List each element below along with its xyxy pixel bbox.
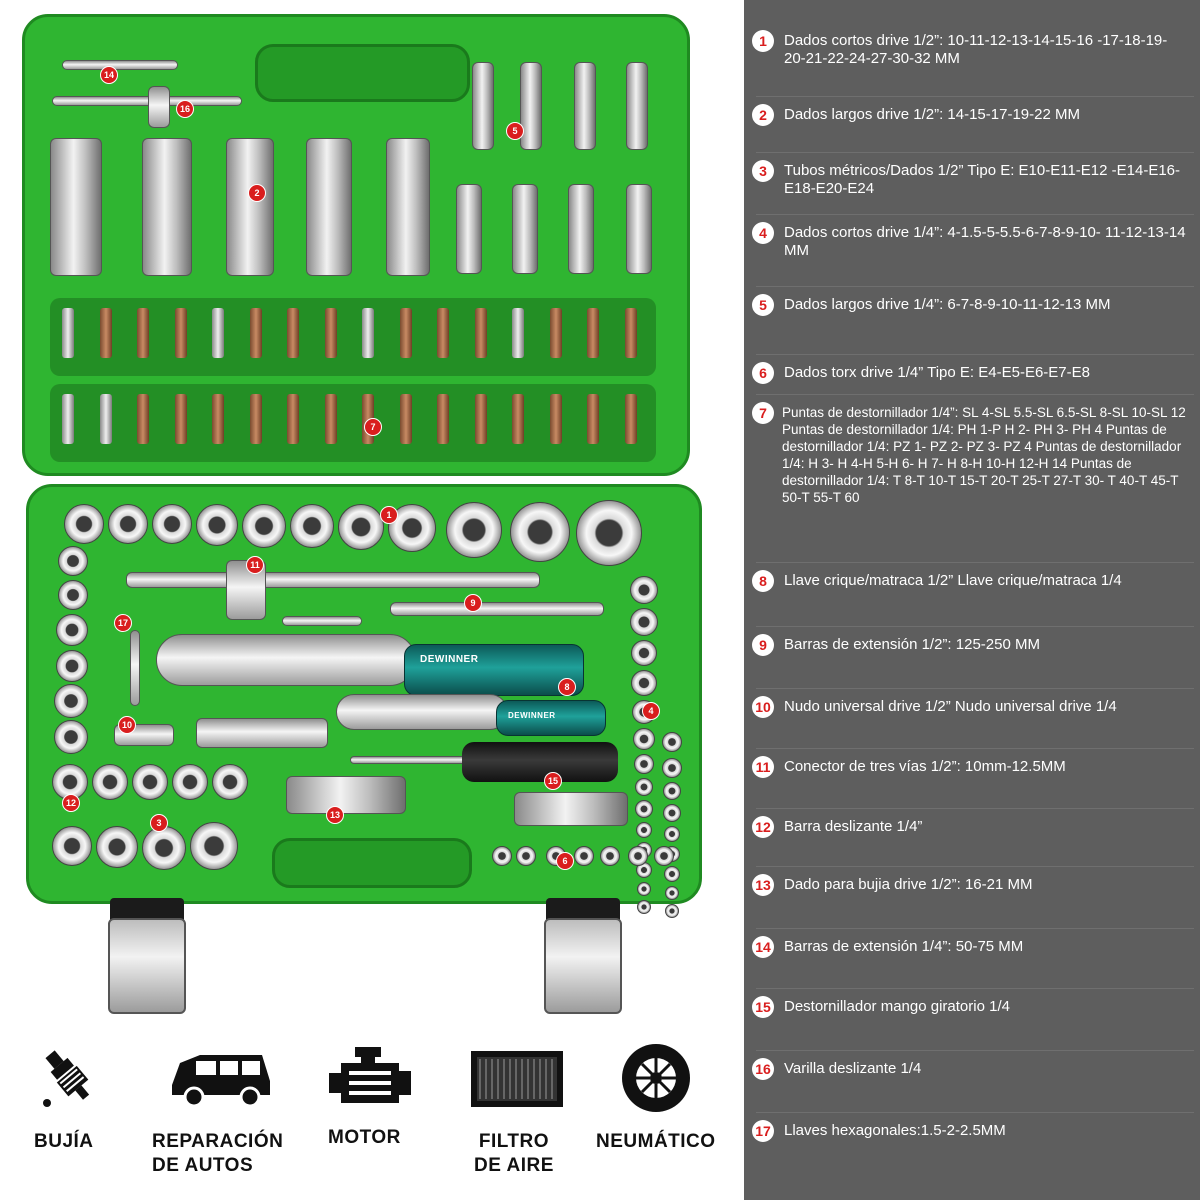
tire-icon bbox=[616, 1038, 696, 1118]
legend-divider bbox=[756, 394, 1194, 395]
legend-text: Dados largos drive 1/2”: 14-15-17-19-22 MM bbox=[784, 106, 1080, 123]
screwdriver-bit bbox=[437, 394, 449, 444]
legend-number-badge bbox=[752, 362, 774, 384]
short-socket-1-4 bbox=[636, 822, 652, 838]
long-socket-small bbox=[520, 62, 542, 150]
spark-plug-socket-16 bbox=[286, 776, 406, 814]
torx-small bbox=[654, 846, 674, 866]
marker-3: 3 bbox=[150, 814, 168, 832]
long-socket-small bbox=[626, 62, 648, 150]
legend-text: Destornillador mango giratorio 1/4 bbox=[784, 998, 1010, 1015]
screwdriver-bit bbox=[325, 394, 337, 444]
hex-key bbox=[130, 630, 140, 706]
marker-17: 17 bbox=[114, 614, 132, 632]
ratchet-1-4-head bbox=[336, 694, 508, 730]
short-socket-1-4 bbox=[631, 640, 657, 666]
marker-15: 15 bbox=[544, 772, 562, 790]
short-socket-1-4 bbox=[637, 882, 651, 896]
legend-text: Dados largos drive 1/4”: 6-7-8-9-10-11-12-13 MM bbox=[784, 296, 1111, 313]
short-socket-1-4 bbox=[630, 608, 658, 636]
legend-number: 14 bbox=[755, 939, 771, 955]
long-socket-small bbox=[626, 184, 652, 274]
use-label-air-filter: FILTRO DE AIRE bbox=[474, 1131, 554, 1176]
legend-number: 2 bbox=[759, 107, 767, 123]
legend-divider bbox=[756, 214, 1194, 215]
brand-label-large: DEWINNER bbox=[420, 654, 479, 665]
legend-number: 16 bbox=[755, 1061, 771, 1077]
legend-number: 11 bbox=[755, 759, 771, 775]
legend-number-badge bbox=[752, 996, 774, 1018]
marker-5: 5 bbox=[506, 122, 524, 140]
legend-text: Barras de extensión 1/4”: 50-75 MM bbox=[784, 938, 1024, 955]
legend-number-badge bbox=[752, 696, 774, 718]
torx-small bbox=[492, 846, 512, 866]
legend-number: 6 bbox=[759, 365, 767, 381]
marker-10: 10 bbox=[118, 716, 136, 734]
screwdriver-bit bbox=[100, 308, 112, 358]
legend-number: 4 bbox=[759, 225, 767, 241]
legend-divider bbox=[756, 286, 1194, 287]
short-socket bbox=[64, 504, 104, 544]
screwdriver-bit bbox=[587, 394, 599, 444]
legend-divider bbox=[756, 354, 1194, 355]
legend-number-badge bbox=[752, 936, 774, 958]
legend-divider bbox=[756, 1050, 1194, 1051]
short-socket-1-4 bbox=[663, 782, 681, 800]
marker-16: 16 bbox=[176, 100, 194, 118]
legend-divider bbox=[756, 808, 1194, 809]
legend-number-badge bbox=[752, 816, 774, 838]
marker-11: 11 bbox=[246, 556, 264, 574]
legend-divider bbox=[756, 688, 1194, 689]
extension-bar-1-2 bbox=[126, 572, 540, 588]
marker-13: 13 bbox=[326, 806, 344, 824]
legend-number: 13 bbox=[755, 877, 771, 893]
short-socket bbox=[576, 500, 642, 566]
legend-number: 5 bbox=[759, 297, 767, 313]
short-socket-1-4 bbox=[665, 904, 679, 918]
legend-divider bbox=[756, 866, 1194, 867]
screwdriver-bit bbox=[400, 394, 412, 444]
engine-icon bbox=[322, 1038, 418, 1118]
screwdriver-bit bbox=[250, 394, 262, 444]
screwdriver-bit bbox=[550, 308, 562, 358]
screwdriver-bit bbox=[212, 394, 224, 444]
legend-number: 17 bbox=[755, 1123, 771, 1139]
torx-e-socket bbox=[142, 826, 186, 870]
torx-e-socket bbox=[172, 764, 208, 800]
short-socket bbox=[196, 504, 238, 546]
short-socket-1-4 bbox=[662, 758, 682, 778]
screwdriver-bit bbox=[587, 308, 599, 358]
sliding-rod-head bbox=[148, 86, 170, 128]
marker-2: 2 bbox=[248, 184, 266, 202]
screwdriver-bit bbox=[512, 394, 524, 444]
short-socket-small bbox=[58, 580, 88, 610]
torx-small bbox=[516, 846, 536, 866]
short-socket-1-4 bbox=[662, 732, 682, 752]
legend-text: Puntas de destornillador 1/4”: SL 4-SL 5.5-SL 6.5-SL 8-SL 10-SL 12 Puntas de destornillador 1/4: PH 1-P H 2- PH 3- PH 4 Puntas de destornillador 1/4: PZ 1- PZ 2- PZ 3- PZ 4 Puntas de destornillador 1/4: H 3- H 4-H 5-H 6- H 7- H 8-H 10-H 12-H 14 Puntas de destornillador 1/4: T 8-T 10-T 15-T 20-T 25-T 27-T 30- T 40-T 45-T 50-T 55-T 60 bbox=[782, 405, 1186, 505]
long-socket-small bbox=[574, 62, 596, 150]
legend-number: 15 bbox=[755, 999, 771, 1015]
legend-divider bbox=[756, 1112, 1194, 1113]
marker-1: 1 bbox=[380, 506, 398, 524]
legend-divider bbox=[756, 96, 1194, 97]
marker-7: 7 bbox=[364, 418, 382, 436]
long-socket-small bbox=[456, 184, 482, 274]
legend-divider bbox=[756, 928, 1194, 929]
short-socket bbox=[510, 502, 570, 562]
case-latch-left[interactable] bbox=[108, 918, 186, 1014]
legend-text: Tubos métricos/Dados 1/2” Tipo E: E10-E11-E12 -E14-E16-E18-E20-E24 bbox=[784, 162, 1181, 197]
screwdriver-bit bbox=[512, 308, 524, 358]
torx-e-socket bbox=[212, 764, 248, 800]
case-top-handle bbox=[255, 44, 470, 102]
screwdriver-bit bbox=[437, 308, 449, 358]
short-socket-small bbox=[58, 546, 88, 576]
short-socket-1-4 bbox=[634, 754, 654, 774]
legend-text: Varilla deslizante 1/4 bbox=[784, 1060, 922, 1077]
short-socket bbox=[152, 504, 192, 544]
legend-number-badge bbox=[752, 1120, 774, 1142]
legend-number-badge bbox=[752, 160, 774, 182]
screwdriver-bit bbox=[250, 308, 262, 358]
legend-number-badge bbox=[752, 756, 774, 778]
marker-4: 4 bbox=[642, 702, 660, 720]
legend-number-badge bbox=[752, 1058, 774, 1080]
legend-number: 3 bbox=[759, 163, 767, 179]
legend-text: Conector de tres vías 1/2”: 10mm-12.5MM bbox=[784, 758, 1066, 775]
legend-divider bbox=[756, 562, 1194, 563]
screwdriver-bit bbox=[550, 394, 562, 444]
short-socket bbox=[446, 502, 502, 558]
legend-number: 8 bbox=[759, 573, 767, 589]
torx-e-socket bbox=[92, 764, 128, 800]
torx-e-socket bbox=[96, 826, 138, 868]
legend-text: Nudo universal drive 1/2” Nudo universal drive 1/4 bbox=[784, 698, 1117, 715]
use-label-tire: NEUMÁTICO bbox=[596, 1131, 716, 1152]
legend-number-badge bbox=[752, 30, 774, 52]
screwdriver-bit bbox=[475, 394, 487, 444]
short-socket-1-4 bbox=[663, 804, 681, 822]
extension-bar-short bbox=[390, 602, 604, 616]
screwdriver-bit bbox=[400, 308, 412, 358]
legend-number-badge bbox=[752, 874, 774, 896]
adapter bbox=[282, 616, 362, 626]
short-socket-small bbox=[56, 650, 88, 682]
legend-number-badge bbox=[752, 294, 774, 316]
marker-9: 9 bbox=[464, 594, 482, 612]
ratchet-1-2-grip bbox=[404, 644, 584, 696]
short-socket-1-4 bbox=[635, 778, 653, 796]
short-socket-1-4 bbox=[630, 576, 658, 604]
long-socket bbox=[142, 138, 192, 276]
screwdriver-shaft bbox=[350, 756, 470, 764]
screwdriver-bit bbox=[62, 394, 74, 444]
screwdriver-bit bbox=[475, 308, 487, 358]
legend-number-badge bbox=[752, 634, 774, 656]
legend-number: 9 bbox=[759, 637, 767, 653]
case-latch-right[interactable] bbox=[544, 918, 622, 1014]
brand-label-small: DEWINNER bbox=[508, 711, 556, 720]
marker-14: 14 bbox=[100, 66, 118, 84]
legend-text: Barra deslizante 1/4” bbox=[784, 818, 923, 835]
legend-number-badge bbox=[752, 104, 774, 126]
short-socket-1-4 bbox=[664, 826, 680, 842]
legend-number: 7 bbox=[759, 405, 767, 421]
short-socket-1-4 bbox=[631, 670, 657, 696]
screwdriver-bit bbox=[100, 394, 112, 444]
torx-e-socket bbox=[52, 826, 92, 866]
short-socket-small bbox=[54, 720, 88, 754]
marker-8: 8 bbox=[558, 678, 576, 696]
short-socket-small bbox=[54, 684, 88, 718]
short-socket-1-4 bbox=[633, 728, 655, 750]
torx-e-socket bbox=[190, 822, 238, 870]
air-filter-icon bbox=[464, 1038, 570, 1118]
screwdriver-bit bbox=[362, 308, 374, 358]
spark-plug-socket-21 bbox=[514, 792, 628, 826]
universal-joint-1-2 bbox=[196, 718, 328, 748]
legend-text: Dados torx drive 1/4” Tipo E: E4-E5-E6-E7-E8 bbox=[784, 364, 1090, 381]
legend-number: 1 bbox=[759, 33, 767, 49]
screwdriver-bit bbox=[625, 308, 637, 358]
legend-divider bbox=[756, 152, 1194, 153]
ratchet-1-2-head bbox=[156, 634, 416, 686]
torx-small bbox=[628, 846, 648, 866]
long-socket bbox=[306, 138, 352, 276]
screwdriver-bit bbox=[287, 308, 299, 358]
long-socket-small bbox=[512, 184, 538, 274]
short-socket-1-4 bbox=[664, 866, 680, 882]
short-socket bbox=[338, 504, 384, 550]
use-label-car-repair: REPARACIÓN DE AUTOS bbox=[152, 1131, 284, 1176]
long-socket-small bbox=[568, 184, 594, 274]
spark-plug-icon bbox=[30, 1038, 110, 1118]
legend-number: 12 bbox=[755, 819, 771, 835]
screwdriver-bit bbox=[137, 308, 149, 358]
legend-text: Barras de extensión 1/2”: 125-250 MM bbox=[784, 636, 1040, 653]
use-label-spark-plug: BUJÍA bbox=[34, 1131, 94, 1152]
use-label-engine: MOTOR bbox=[328, 1127, 401, 1148]
long-socket-small bbox=[472, 62, 494, 150]
short-socket-1-4 bbox=[637, 900, 651, 914]
extension-bar-1-4 bbox=[62, 60, 178, 70]
sliding-rod bbox=[52, 96, 242, 106]
marker-12: 12 bbox=[62, 794, 80, 812]
short-socket-small bbox=[56, 614, 88, 646]
short-socket bbox=[108, 504, 148, 544]
screwdriver-bit bbox=[175, 394, 187, 444]
long-socket bbox=[50, 138, 102, 276]
screwdriver-bit bbox=[287, 394, 299, 444]
screwdriver-bit bbox=[625, 394, 637, 444]
legend-divider bbox=[756, 988, 1194, 989]
torx-small bbox=[600, 846, 620, 866]
torx-e-socket bbox=[132, 764, 168, 800]
short-socket-1-4 bbox=[665, 886, 679, 900]
legend-text: Llave crique/matraca 1/2” Llave crique/matraca 1/4 bbox=[784, 572, 1122, 589]
legend-number-badge bbox=[752, 402, 774, 424]
screwdriver-bit bbox=[62, 308, 74, 358]
legend-number-badge bbox=[752, 570, 774, 592]
screwdriver-bit bbox=[212, 308, 224, 358]
screwdriver-bit bbox=[175, 308, 187, 358]
short-socket bbox=[242, 504, 286, 548]
screwdriver-handle bbox=[462, 742, 618, 782]
legend-divider bbox=[756, 748, 1194, 749]
legend-divider bbox=[756, 626, 1194, 627]
case-bottom-handle bbox=[272, 838, 472, 888]
legend-text: Dados cortos drive 1/4”: 4-1.5-5-5.5-6-7-8-9-10- 11-12-13-14 MM bbox=[784, 224, 1186, 259]
torx-small bbox=[574, 846, 594, 866]
short-socket bbox=[290, 504, 334, 548]
car-icon bbox=[166, 1038, 276, 1118]
screwdriver-bit bbox=[137, 394, 149, 444]
legend-text: Llaves hexagonales:1.5-2-2.5MM bbox=[784, 1122, 1006, 1139]
marker-6: 6 bbox=[556, 852, 574, 870]
legend-text: Dados cortos drive 1/2”: 10-11-12-13-14-15-16 -17-18-19- 20-21-22-24-27-30-32 MM bbox=[784, 32, 1168, 67]
long-socket bbox=[226, 138, 274, 276]
screwdriver-bit bbox=[325, 308, 337, 358]
legend-number: 10 bbox=[755, 699, 771, 715]
legend-text: Dado para bujia drive 1/2”: 16-21 MM bbox=[784, 876, 1033, 893]
legend-number-badge bbox=[752, 222, 774, 244]
long-socket bbox=[386, 138, 430, 276]
short-socket-1-4 bbox=[635, 800, 653, 818]
